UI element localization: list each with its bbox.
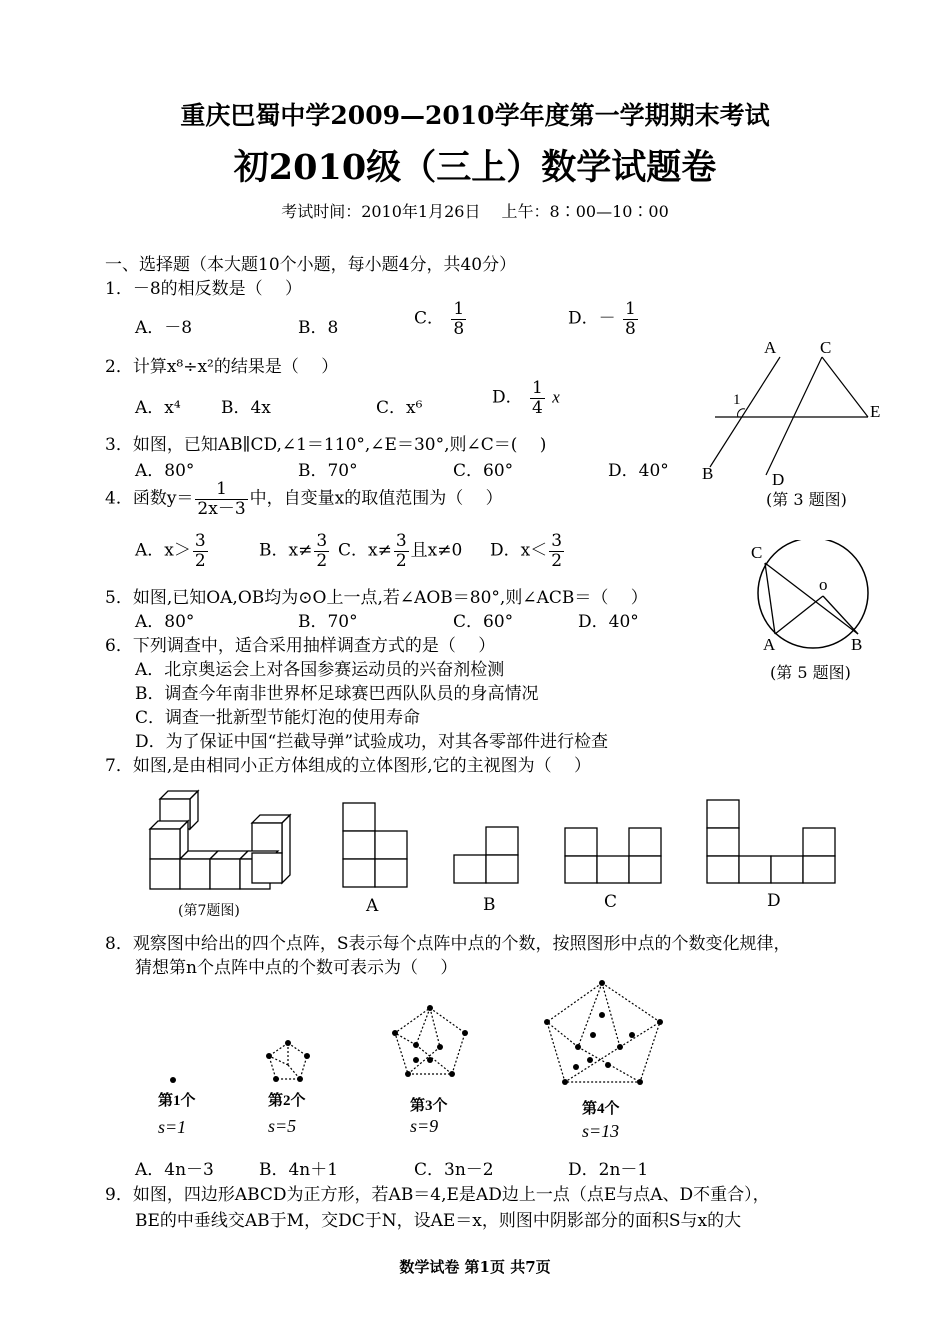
q7-option-b-view — [452, 825, 522, 887]
label-e: E — [870, 402, 881, 421]
q1-option-c — [414, 300, 468, 338]
q8-option-c: C．3n－2 — [414, 1160, 494, 1180]
q4-option-a — [135, 532, 210, 570]
q5-caption: (第 5 题图) — [770, 663, 851, 682]
q1-d-num: 1 — [625, 299, 636, 319]
q1-option-a: A．－8 — [135, 318, 193, 338]
q5-figure — [745, 540, 885, 655]
q6-option-d: D．为了保证中国“拦截导弹”试验成功，对其各零部件进行检查 — [135, 732, 609, 752]
q6-stem: 6．下列调查中，适合采用抽样调查方式的是（ ） — [105, 636, 496, 656]
q4-stem-num: 1 — [195, 480, 247, 500]
q8-option-a: A．4n－3 — [135, 1160, 214, 1180]
label-d: D — [772, 470, 785, 489]
dot — [413, 1042, 419, 1048]
q4-c-num: 3 — [395, 531, 407, 551]
dot — [273, 1076, 279, 1082]
q4-a-fraction — [193, 532, 208, 570]
dot — [629, 1032, 635, 1038]
q4-d-den: 2 — [551, 550, 563, 571]
pattern-3-s: s=9 — [410, 1116, 439, 1136]
q4-stem — [105, 480, 503, 518]
pattern-2-s: s=5 — [268, 1116, 297, 1136]
label-a: A — [763, 635, 776, 654]
label-a: A — [764, 338, 777, 357]
q2-option-c: C．x⁶ — [376, 398, 423, 418]
dot — [599, 1012, 605, 1018]
q4-stem-den: 2x－3 — [197, 498, 246, 519]
dot — [405, 1071, 411, 1077]
q8-stem-1: 8．观察图中给出的四个点阵，S表示每个点阵中点的个数，按照图形中点的个数变化规律， — [105, 934, 791, 954]
dot — [266, 1053, 272, 1059]
dot — [427, 1005, 433, 1011]
q5-stem: 5．如图,已知OA,OB均为⊙O上一点,若∠AOB＝80°,则∠ACB＝（ ） — [105, 588, 648, 608]
q1-stem: 1．－8的相反数是（ ） — [105, 279, 303, 299]
dot — [605, 1062, 611, 1068]
dot — [562, 1079, 568, 1085]
exam-time: 考试时间：2010年1月26日 上午：8∶00—10∶00 — [281, 202, 669, 221]
q2-d-fraction — [530, 379, 545, 417]
q7-label-a: A — [366, 896, 379, 916]
dot — [392, 1030, 398, 1036]
q7-label-c: C — [604, 892, 618, 912]
section-heading: 一、选择题（本大题10个小题，每小题4分，共40分） — [105, 255, 517, 275]
q4-d-num: 3 — [551, 531, 563, 551]
q3-option-d: D．40° — [608, 461, 669, 481]
cube-side-face — [282, 815, 290, 883]
q2-option-b: B．4x — [221, 398, 271, 418]
q2-d-var: x — [552, 387, 560, 407]
q2-d-label: D． — [492, 387, 523, 408]
radius-ob — [823, 596, 858, 634]
q7-stem: 7．如图,是由相同小正方体组成的立体图形,它的主视图为（ ） — [105, 756, 592, 776]
label-c: C — [751, 543, 763, 562]
q5-option-d: D．40° — [578, 612, 639, 632]
q1-option-d — [568, 300, 640, 338]
pattern-4-label: 第4个 — [582, 1101, 620, 1117]
pattern-1-s: s=1 — [158, 1117, 187, 1137]
q3-stem: 3．如图，已知AB∥CD,∠1＝110°,∠E＝30°,则∠C＝( ) — [105, 435, 547, 455]
q1-d-fraction — [623, 300, 638, 338]
q4-c-label: C．x≠ — [338, 540, 392, 561]
q6-option-c: C．调查一批新型节能灯泡的使用寿命 — [135, 708, 421, 728]
page-footer: 数学试卷 第1页 共7页 — [399, 1258, 551, 1276]
q1-c-den: 8 — [453, 318, 465, 339]
q4-a-den: 2 — [194, 550, 206, 571]
dot — [427, 1057, 433, 1063]
q7-option-d-view — [705, 798, 837, 886]
q1-d-den: 8 — [625, 318, 636, 339]
q4-stem-fraction — [195, 480, 247, 518]
q4-option-c — [338, 532, 462, 570]
dot — [575, 1044, 581, 1050]
label-c: C — [820, 338, 832, 357]
dot — [657, 1019, 663, 1025]
q1-d-label: D．－ — [568, 308, 616, 329]
q2-stem: 2．计算x⁸÷x²的结果是（ ） — [105, 357, 339, 377]
q2-d-num: 1 — [532, 378, 543, 398]
q4-d-label: D．x＜ — [490, 540, 548, 561]
q3-option-b: B．70° — [298, 461, 358, 481]
q4-b-den: 2 — [316, 550, 328, 571]
q3-caption: (第 3 题图) — [766, 490, 847, 509]
pattern-1-label: 第1个 — [158, 1093, 196, 1109]
dot — [599, 980, 605, 986]
q8-dot-patterns — [150, 975, 670, 1145]
dot — [544, 1019, 550, 1025]
q5-option-a: A．80° — [135, 612, 195, 632]
cube-front-face — [150, 829, 180, 859]
q7-solid-figure — [140, 785, 310, 895]
q3-option-c: C．60° — [453, 461, 514, 481]
cube-front-face — [252, 823, 282, 853]
q6-option-a: A．北京奥运会上对各国参赛运动员的兴奋剂检测 — [135, 660, 505, 680]
label-b: B — [851, 635, 863, 654]
label-o: o — [819, 575, 828, 594]
line-ab — [710, 357, 780, 467]
exam-title-line2: 初2010级（三上）数学试题卷 — [233, 147, 717, 188]
pattern-3-label: 第3个 — [410, 1098, 448, 1114]
q1-c-num: 1 — [453, 299, 465, 319]
q3-figure — [690, 335, 890, 490]
q8-stem-2: 猜想第n个点阵中点的个数可表示为（ ） — [135, 958, 458, 978]
chord-cb — [765, 563, 858, 634]
dot — [587, 1057, 593, 1063]
q4-a-num: 3 — [194, 531, 206, 551]
dot — [413, 1057, 419, 1063]
pattern-2-label: 第2个 — [268, 1093, 306, 1109]
q8-option-d: D．2n－1 — [568, 1160, 649, 1180]
q4-b-num: 3 — [316, 531, 328, 551]
q2-d-den: 4 — [532, 397, 543, 418]
radius-oa — [775, 596, 823, 634]
cube-front-face — [150, 859, 180, 889]
q2-option-d — [492, 379, 560, 417]
q4-c-den: 2 — [395, 550, 407, 571]
q5-option-c: C．60° — [453, 612, 514, 632]
q4-option-d — [490, 532, 566, 570]
q7-option-a-view — [340, 800, 410, 890]
q2-option-a: A．x⁴ — [135, 398, 181, 418]
q7-caption: (第7题图) — [178, 903, 240, 919]
q4-d-fraction — [549, 532, 564, 570]
q4-c-post: 且x≠0 — [410, 540, 463, 561]
dot — [637, 1079, 643, 1085]
dot — [449, 1071, 455, 1077]
dot — [617, 1044, 623, 1050]
cube-front-face — [210, 859, 240, 889]
q6-option-b: B．调查今年南非世界杯足球赛巴西队队员的身高情况 — [135, 684, 539, 704]
q4-b-label: B．x≠ — [259, 540, 313, 561]
label-b: B — [702, 464, 714, 483]
q4-b-fraction — [314, 532, 329, 570]
cube-front-face — [180, 859, 210, 889]
dot — [573, 1064, 579, 1070]
q4-option-b — [259, 532, 331, 570]
dot — [462, 1030, 468, 1036]
exam-title-line1: 重庆巴蜀中学2009—2010学年度第一学期期末考试 — [180, 101, 770, 130]
line-cd — [766, 357, 822, 475]
q9-line-1: 9．如图，四边形ABCD为正方形，若AB＝4,E是AD边上一点（点E与点A、D不重合）， — [105, 1185, 770, 1205]
q4-c-fraction — [394, 532, 409, 570]
dot — [304, 1053, 310, 1059]
q1-c-label: C． — [414, 308, 445, 329]
dot — [170, 1077, 176, 1083]
q3-option-a: A．80° — [135, 461, 195, 481]
q1-c-fraction — [451, 300, 466, 338]
dot — [285, 1040, 291, 1046]
q8-option-b: B．4n＋1 — [259, 1160, 339, 1180]
q7-option-c-view — [563, 826, 663, 886]
q9-line-2: BE的中垂线交AB于M，交DC于N，设AE＝x，则图中阴影部分的面积S与x的大 — [135, 1211, 742, 1231]
line-ce — [822, 357, 868, 417]
dot — [437, 1044, 443, 1050]
q1-option-b: B．8 — [298, 318, 339, 338]
pattern-4-s: s=13 — [582, 1121, 620, 1141]
dot — [297, 1076, 303, 1082]
q5-option-b: B．70° — [298, 612, 358, 632]
dot — [590, 1032, 596, 1038]
label-1: 1 — [733, 392, 741, 408]
q4-a-label: A．x＞ — [135, 540, 191, 561]
q7-label-d: D — [767, 891, 781, 911]
cube-front-face — [252, 853, 282, 883]
q4-stem-post: 中，自变量x的取值范围为（ ） — [249, 488, 503, 509]
q4-stem-pre: 4．函数y＝ — [105, 488, 194, 509]
q7-label-b: B — [483, 895, 496, 915]
